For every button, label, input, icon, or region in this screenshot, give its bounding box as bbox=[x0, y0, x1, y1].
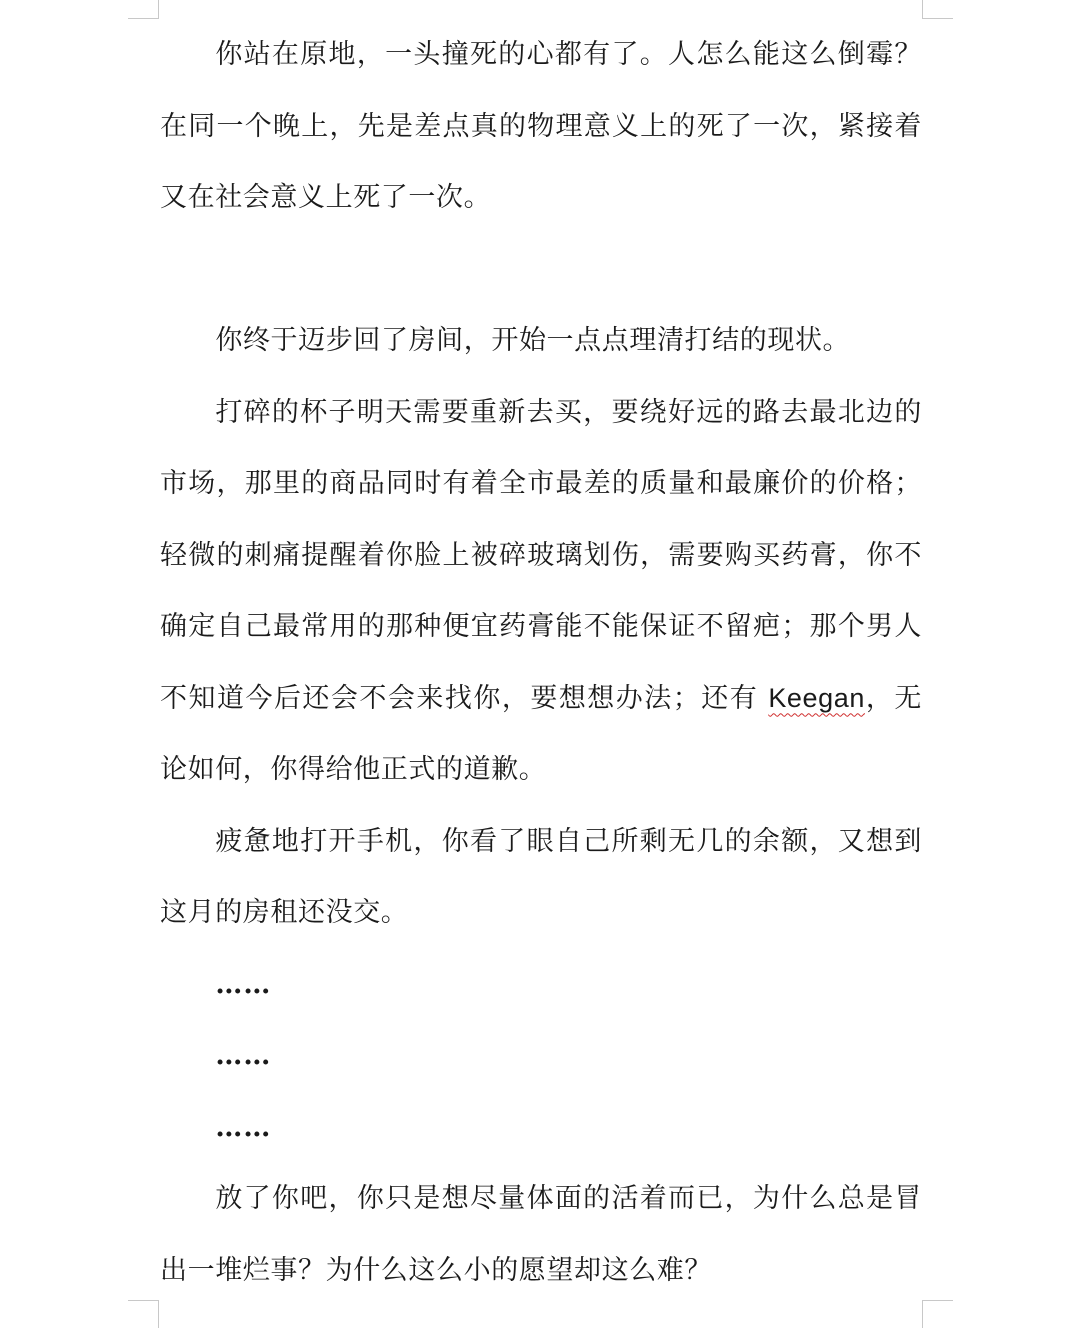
paragraph-3-text: 打碎的杯子明天需要重新去买，要绕好远的路去最北边的市场，那里的商品同时有着全市最差的质量和最廉价的价格；轻微的刺痛提醒着你脸上被碎玻璃划伤，需要购买药膏，你不确定自己最常用的那种便宜药膏能不能保证不留疤；那个男人不知道今后还会不会来找你，要想想办法；还有 bbox=[160, 396, 922, 714]
paragraph-5: 放了你吧，你只是想尽量体面的活着而已，为什么总是冒出一堆烂事？为什么这么小的愿望却这么难？ bbox=[160, 1183, 922, 1286]
ellipsis-line-1: …… bbox=[215, 968, 272, 1000]
paragraph-4: 疲惫地打开手机，你看了眼自己所剩无几的余额，又想到这月的房租还没交。 bbox=[160, 825, 922, 928]
empty-line bbox=[160, 234, 922, 306]
page-corner-mark-bottom-right bbox=[922, 1300, 953, 1328]
ellipsis-line-2: …… bbox=[215, 1040, 272, 1071]
ellipsis-line-3: …… bbox=[215, 1111, 272, 1143]
page-corner-mark-top-left bbox=[128, 0, 159, 19]
document-body[interactable] bbox=[160, 19, 922, 1306]
paragraph-3-text-after: ，无论如何，你得给他正式的道歉。 bbox=[160, 682, 922, 785]
page-corner-mark-bottom-left bbox=[128, 1300, 159, 1328]
page-corner-mark-top-right bbox=[922, 0, 953, 19]
paragraph-1: 你站在原地，一头撞死的心都有了。人怎么能这么倒霉？在同一个晚上，先是差点真的物理意义上的死了一次，紧接着又在社会意义上死了一次。 bbox=[160, 39, 922, 213]
paragraph-2: 你终于迈步回了房间，开始一点点理清打结的现状。 bbox=[215, 325, 851, 356]
paragraph-3 bbox=[160, 377, 922, 806]
spellcheck-word-keegan[interactable]: Keegan bbox=[768, 682, 866, 713]
